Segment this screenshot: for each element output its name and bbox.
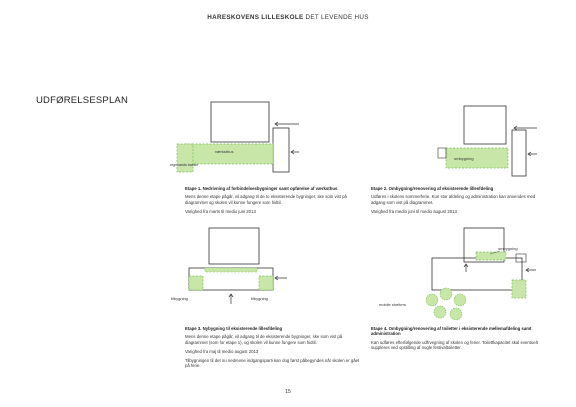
section-title: UDFØRELSESPLAN <box>36 95 129 106</box>
stage-2-text-2: Varighed fra medio juni til medio august 2013 <box>371 208 457 214</box>
access-arrow-1 <box>229 294 233 304</box>
building-main <box>432 258 522 290</box>
right-extension-label: tilbygning <box>251 296 268 301</box>
basin-fill <box>177 144 193 172</box>
access-arrow-1 <box>464 264 468 272</box>
building-right <box>273 128 289 172</box>
building-label: ombygning <box>498 246 518 251</box>
stage-4-text-1: Kan udføres efterfølgende udfrvegning af skolen og ferier. Toilettkapacitet skal eventuelt suppleres ved opstilling af nogle festivaltoiletter. <box>371 339 538 351</box>
basin-label: regnvands bassin <box>170 163 199 167</box>
shelter <box>426 294 438 306</box>
building-right <box>512 130 526 176</box>
left-extension-fill <box>189 276 203 290</box>
stage-3-diagram <box>171 224 305 312</box>
stage-3-text-1: Mens denne etape pågår, vil adgang til de eksisterende bygninger, ske som vist på diagrammet (som for etape 1), og skolen vil kunne fungere som hidtil. <box>185 334 343 345</box>
building-top <box>209 228 259 264</box>
access-arrow-2 <box>526 268 536 272</box>
access-arrow-2 <box>528 152 537 156</box>
shelter <box>440 288 452 300</box>
renovation-fill-top <box>476 252 506 260</box>
stage-1-title: Etape 1. Nedrivning af forbindelsesbygninger samt opførelse af værksthus <box>185 186 338 191</box>
stage-4-caption <box>371 326 546 354</box>
header-school-name: HARESKOVENS LILLESKOLE <box>207 14 304 21</box>
access-arrow-1 <box>514 126 537 130</box>
building-top <box>464 106 506 144</box>
shelter <box>450 308 462 320</box>
building-label: værksthus <box>215 149 234 154</box>
stage-1-caption <box>185 186 360 218</box>
stage-2-diagram <box>432 104 552 184</box>
stage-2-caption <box>371 186 546 218</box>
access-arrow-2 <box>291 150 299 154</box>
stage-3-text-2: Varighed fra maj til medio august 2013 <box>185 348 259 354</box>
renovation-fill-right <box>512 280 526 298</box>
stage-1-diagram <box>170 100 315 182</box>
right-extension-fill <box>259 276 273 290</box>
page-number: 15 <box>285 389 291 395</box>
shelters-label: mobile shelters <box>379 302 406 307</box>
stage-2-title: Etape 2. Ombygning/renovering af eksisterende lillesfdeling <box>371 186 494 191</box>
stage-3-text-3: Tilbygningen til det nu nedrevne indgangsparti kan dog først påbegyndes når skolen er gået på ferie. <box>185 357 360 369</box>
new-building-fill <box>185 144 273 164</box>
access-arrow-1 <box>275 122 299 126</box>
stage-3-title: Etape 3. Nybygning til eksisterende lillesfdeling <box>185 326 283 331</box>
page-header <box>0 14 576 21</box>
building-label: ombygning <box>454 156 474 161</box>
building-top <box>211 102 269 142</box>
stage-4-title: Etape 4. Ombygning/renovering af toiletter i eksisterende mellemafdeling samt administration <box>371 326 532 337</box>
stage-4-diagram <box>376 224 546 324</box>
left-extension-label: tilbygning <box>171 296 188 301</box>
access-arrow-2 <box>275 276 287 280</box>
shelter <box>434 306 446 318</box>
stage-3-caption <box>185 326 360 372</box>
top-strip-fill <box>205 268 257 272</box>
stage-2-text-1: Udføres i skolens sommerferie. Kun stor afdeling og administration kan anvendes med adgang som vist på diagrammet. <box>371 194 536 205</box>
stage-1-text-1: Mens denne etape pågår, vil adgang til de to eksisterende bygninger, ske som vist på diagrammet og skolen vil kunne fungere som hidtil. <box>185 194 347 205</box>
stage-1-text-2: Varighed fra marts til medio juni 2013 <box>185 208 256 214</box>
small-left-box <box>438 148 446 158</box>
header-subtitle: DET LEVENDE HUS <box>305 14 369 21</box>
shelter <box>454 294 466 306</box>
